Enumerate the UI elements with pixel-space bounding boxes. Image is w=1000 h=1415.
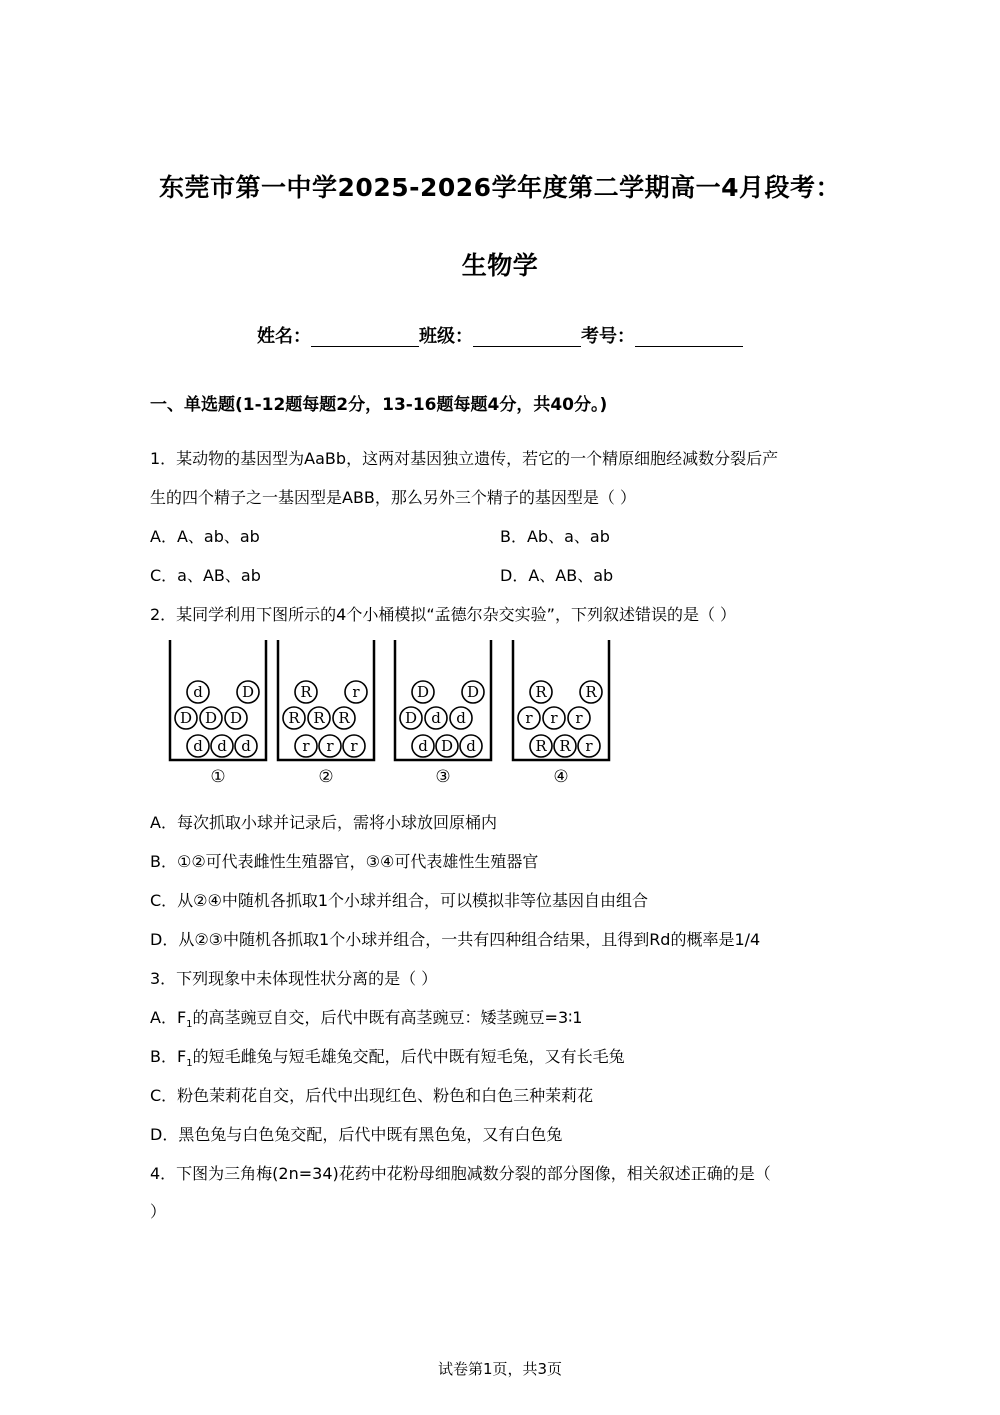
q2-option-b[interactable]: B．①②可代表雌性生殖器官，③④可代表雄性生殖器官 [150,852,539,871]
q4-stem-line2: ） [150,1202,167,1221]
ball-label: r [575,709,583,727]
ball-label: d [466,737,476,755]
ball-label: D [179,709,193,727]
q1-stem-line1: 1．某动物的基因型为AaBb，这两对基因独立遗传，若它的一个精原细胞经减数分裂后产 [150,449,779,468]
ball-label: r [585,737,593,755]
ball-label: D [241,683,255,701]
ball-label: R [535,737,547,755]
ball-label: R [585,683,597,701]
ball-label: D [204,709,218,727]
q3-option-a[interactable] [150,1005,582,1030]
exam-title-line1: 东莞市第一中学2025-2026学年度第二学期高一4月段考： [159,173,841,202]
q3-stem: 3．下列现象中未体现性状分离的是（ ） [150,969,438,988]
ball-label: d [418,737,428,755]
ball-label: d [431,709,441,727]
exam-no-blank[interactable] [635,326,743,347]
q3-option-a-subscript: 1 [186,1019,193,1031]
ball-label: D [416,683,430,701]
q2-option-d[interactable]: D．从②③中随机各抓取1个小球并组合，一共有四种组合结果，且得到Rd的概率是1/4 [150,930,761,949]
q2-option-c[interactable]: C．从②④中随机各抓取1个小球并组合，可以模拟非等位基因自由组合 [150,891,649,910]
q1-stem-line2: 生的四个精子之一基因型是ABB，那么另外三个精子的基因型是（ ） [150,488,636,507]
q3-option-b-subscript: 1 [186,1058,193,1070]
q3-option-a-text: 的高茎豌豆自交，后代中既有高茎豌豆：矮茎豌豆=3∶1 [192,1008,583,1027]
bucket-label: ② [318,767,334,787]
ball-label: d [193,737,203,755]
bucket-label: ④ [553,767,569,787]
name-blank[interactable] [311,326,419,347]
ball-label: R [300,683,312,701]
q2-option-a[interactable]: A．每次抓取小球并记录后，需将小球放回原桶内 [150,813,497,832]
ball-label: R [338,709,350,727]
ball-label: r [550,709,558,727]
q3-option-b-text: 的短毛雌兔与短毛雄兔交配，后代中既有短毛兔，又有长毛兔 [192,1047,625,1066]
ball-label: R [535,683,547,701]
ball-label: d [241,737,251,755]
page-footer: 试卷第1页，共3页 [437,1360,563,1378]
exam-no-label: 考号： [581,326,635,347]
bucket-label: ③ [435,767,451,787]
q3-option-c[interactable]: C．粉色茉莉花自交，后代中出现红色、粉色和白色三种茉莉花 [150,1086,594,1105]
ball-label: D [404,709,418,727]
class-label: 班级： [419,326,473,347]
ball-label: R [559,737,571,755]
ball-label: R [288,709,300,727]
ball-label: r [350,737,358,755]
q1-option-a[interactable]: A．A、ab、ab [150,527,260,546]
bucket-label: ① [210,767,226,787]
q4-stem-line1: 4．下图为三角梅(2n=34)花药中花粉母细胞减数分裂的部分图像，相关叙述正确的是（ [150,1164,771,1183]
ball-label: D [466,683,480,701]
ball-label: R [313,709,325,727]
ball-label: D [229,709,243,727]
section-heading: 一、单选题(1-12题每题2分，13-16题每题4分，共40分。) [150,395,608,415]
q3-option-b-prefix: B．F [150,1047,187,1066]
q2-stem: 2．某同学利用下图所示的4个小桶模拟“孟德尔杂交实验”，下列叙述错误的是（ ） [150,605,737,624]
ball-label: r [352,683,360,701]
q1-option-c[interactable]: C．a、AB、ab [150,566,261,585]
ball-label: r [302,737,310,755]
q1-option-b[interactable]: B．Ab、a、ab [500,527,610,546]
bucket-figure [160,636,630,788]
q3-option-a-prefix: A．F [150,1008,187,1027]
name-label: 姓名： [257,326,311,347]
exam-title-line2: 生物学 [461,251,539,280]
q3-option-b[interactable] [150,1044,625,1069]
ball-label: d [217,737,227,755]
ball-label: d [193,683,203,701]
q1-option-d[interactable]: D．A、AB、ab [500,566,614,585]
q3-option-d[interactable]: D．黑色兔与白色兔交配，后代中既有黑色兔，又有白色兔 [150,1125,563,1144]
student-info-fields [0,322,1000,348]
ball-label: r [326,737,334,755]
ball-label: r [525,709,533,727]
ball-label: D [440,737,454,755]
class-blank[interactable] [473,326,581,347]
ball-label: d [456,709,466,727]
